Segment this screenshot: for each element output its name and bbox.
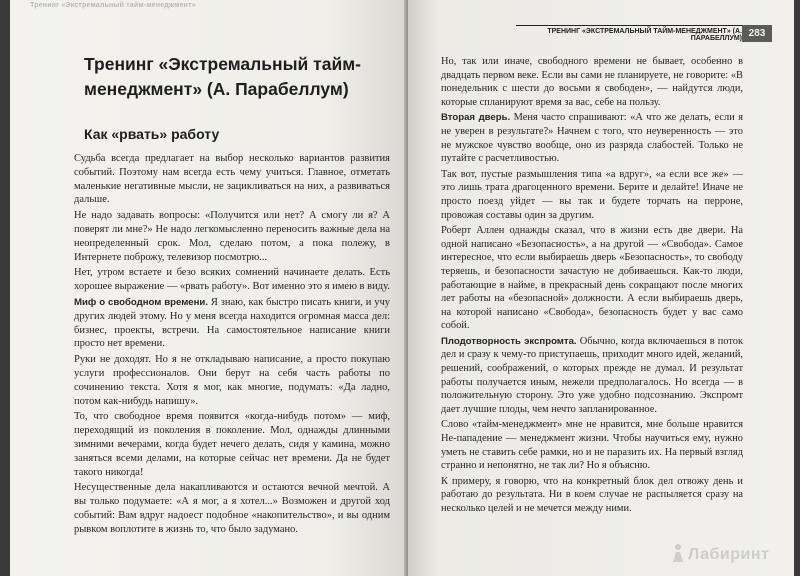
paragraph: Слово «тайм-менеджмент» мне не нравится, мне больше нравится Не-пападение — менеджмент жизни. Чтобы научиться ему, нужно уметь не ставить себе рамки, но и не паразить их. На первый взгляд странно и непонятно, не так ли? Но я объясню. bbox=[441, 419, 743, 472]
paragraph: Вторая дверь. Меня часто спрашивают: «А что же делать, если я не уверен в результате?» Начнем с того, что неуверенность — это не мужское чувство вообще, оно из разряда слабостей. Только не путайте с расчетливостью. bbox=[441, 112, 743, 165]
chapter-title: Тренинг «Экстремальный тайм-менеджмент» (А. Парабеллум) bbox=[84, 54, 361, 99]
watermark-figure-icon bbox=[670, 543, 686, 563]
right-page bbox=[408, 0, 794, 576]
page-number: 283 bbox=[742, 25, 772, 42]
paragraph: Не надо задавать вопросы: «Получится или нет? А смогу ли я? А поверят ли мне?» Не надо легкомысленно переносить важные дела на неопределенный срок. Мол, сделаю потом, а пока полежу, в Интернете поброжу, телевизор посмотрю... bbox=[74, 210, 390, 263]
paragraph-lead: Вторая дверь. bbox=[441, 112, 511, 124]
paragraph: Нет, утром встаете и безо всяких сомнений начинаете делать. Есть хорошее выражение — «рвать работу». Вот именно это я имею в виду. bbox=[74, 267, 390, 293]
running-header: ТРЕНИНГ «ЭКСТРЕМАЛЬНЫЙ ТАЙМ-МЕНЕДЖМЕНТ» (А. ПАРАБЕЛЛУМ) bbox=[516, 25, 742, 43]
paragraph: Плодотворность экспромта. Обычно, когда включаешься в поток дел и сразу к чему-то приступаешь, приходит много идей, желаний, решений, соображений, о которых прежде не думал. И результат работы получается иным, нежели предполагалось. Но всегда — в положительную сторону. Это уже удобно подсознанию. Экспромт дает лучшие плоды, чем нечто запланированное. bbox=[441, 335, 743, 415]
paragraph: Миф о свободном времени. Я знаю, как быстро писать книги, и учу других людей этому. Но у меня всегда находится огромная масса дел: бизнес, проекты, встречи. На самостоятельное написание книги просто нет времени. bbox=[74, 296, 390, 350]
watermark-label: Лабиринт bbox=[688, 546, 770, 563]
paragraph: К примеру, я говорю, что на конкретный блок дел отвожу день и работаю до результата. Ни в коем случае не распыляется сразу на несколько целей и не мечется между ними. bbox=[441, 475, 743, 514]
paragraph: То, что свободное время появится «когда-нибудь потом» — миф, переходящий из поколения в поколение. Мол, однажды длинными зимними вечерами, когда будет нечего делать, сидя у камина, можно заняться всеми делами, на которые сейчас нет времени. Да не будет такого никогда! bbox=[74, 411, 390, 478]
paragraph-lead: Миф о свободном времени. bbox=[74, 296, 208, 308]
left-page bbox=[10, 0, 408, 576]
paragraph: Несущественные дела накапливаются и остаются вечной мечтой. А вы только подумаете: «А я мог, а я хотел...» Возможен и другой ход событий: Вам вдруг надоест подобное «накопительство», и вы одним рывком воплотите в жизнь то, что было задумано. bbox=[74, 482, 390, 535]
paragraph: Руки не доходят. Но я не откладываю написание, а просто покупаю услуги профессионалов. Они берут на себя часть работы по сочинению текста. Хотя я мог, как многие, подумать: «Да ладно, потом как-нибудь напишу». bbox=[74, 354, 390, 407]
section-title: Как «рвать» работу bbox=[84, 126, 220, 142]
right-page-body bbox=[441, 55, 743, 518]
paragraph: Роберт Аллен однажды сказал, что в жизни есть две двери. На одной написано «Безопасность», а на другой — «Свобода». Самое интересное, что если выбираешь дверь «Безопасность», то свободу теряешь, и безопасности зачастую не добиваешься. Как-то люди, работающие в найме, в прекрасный день сокращают после многих лет работы на «безопасной» должности. А если выбираешь дверь, на которой написано «Свобода», безопасность будет у вас само собой. bbox=[441, 225, 743, 332]
paragraph: Так вот, пустые размышления типа «а вдруг», «а если все же» — это лишь трата драгоценного времени. Берите и делайте! Иначе не просто поезд уйдет — вы так и будете торчать на перроне, провожая составы один за другим. bbox=[441, 168, 743, 221]
paragraph-lead: Плодотворность экспромта. bbox=[441, 335, 577, 347]
paragraph: Но, так или иначе, свободного времени не бывает, особенно в двадцать первом веке. Если вы сами не планируете, не говорите: «В понедельник с шести до восьми я свободен», — найдутся люди, которые спланируют время за вас, себе на пользу. bbox=[441, 56, 743, 108]
left-page-body bbox=[74, 152, 390, 539]
paragraph: Судьба всегда предлагает на выбор несколько вариантов развития событий. Поэтому нам всегда есть чему учиться. Главное, отметать маленькие негативные мысли, не зацикливаться на них, а развиваться дальше. bbox=[74, 153, 390, 206]
running-head: Тренинг «Экстремальный тайм-менеджмент» bbox=[30, 2, 196, 9]
